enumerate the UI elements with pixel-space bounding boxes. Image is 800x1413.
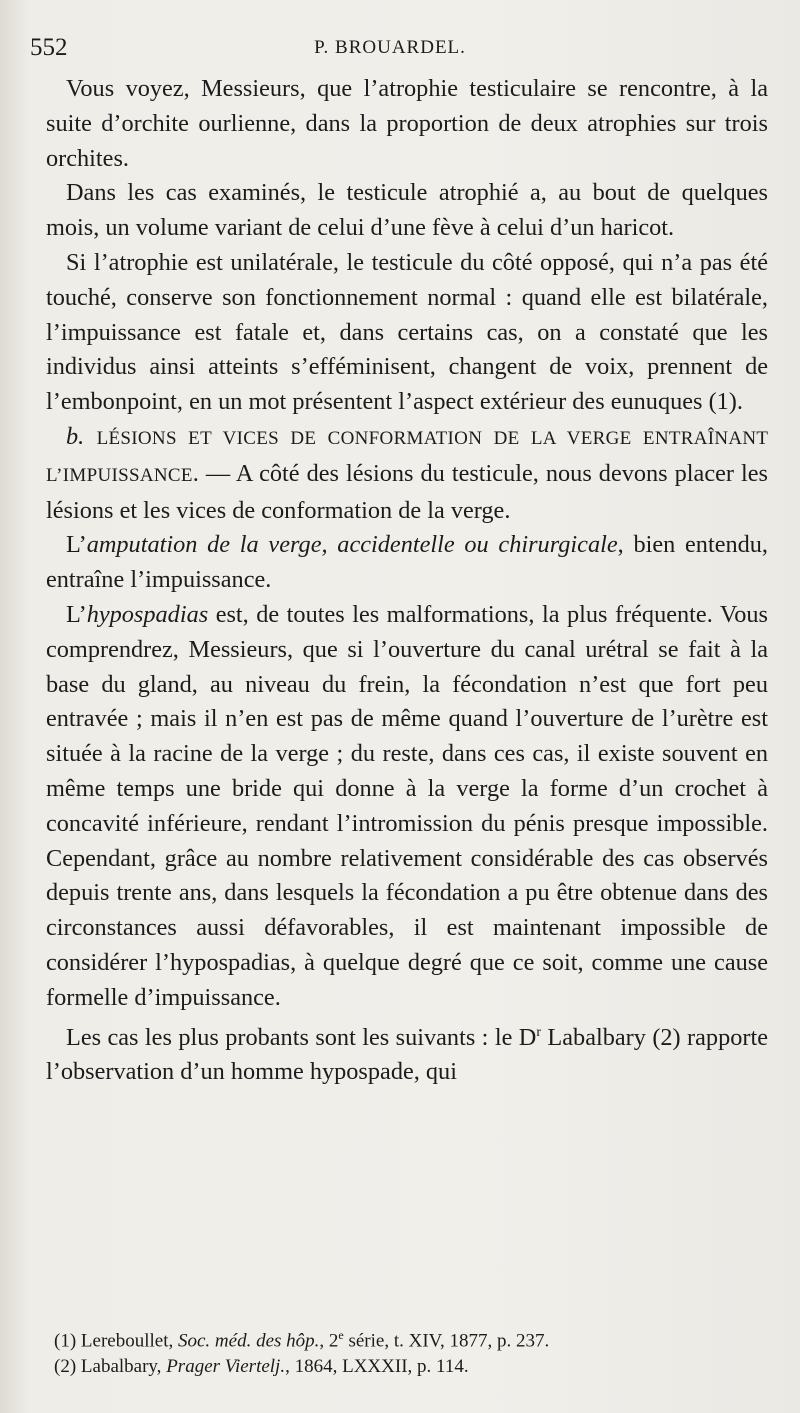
paragraph-amputation: L’amputation de la verge, accidentelle ou chirurgicale, bien entendu, entraîne l’impuissance. xyxy=(46,531,769,594)
section-heading: LÉSIONS ET VICES DE CONFORMATION DE LA VERGE ENTRAÎNANT L’IMPUISSANCE xyxy=(46,427,768,486)
body-text xyxy=(46,72,768,1090)
amputation-term: amputation de la verge, accidentelle ou chirurgicale xyxy=(86,531,618,559)
page-number: 552 xyxy=(30,34,68,61)
paragraph-hypospadias: L’hypospadias est, de toutes les malformations, la plus fréquente. Vous comprendrez, Messieurs, que si l’ouverture du canal urétral se fait à la base du gland, au niveau du frein, la fécondation n’est que fort peu entravée ; mais il n’en est pas de même quand l’ouverture de l’urètre est située à la racine de la verge ; du reste, dans ces cas, il existe souvent en même temps une bride qui donne à la verge la forme d’un crochet à concavité inférieure, rendant l’intromission du pénis presque impossible. Cependant, grâce au nombre relativement considérable des cas observés depuis trente ans, dans lesquels la fécondation a pu être obtenue dans des circonstances aussi défavorables, il est maintenant impossible de considérer l’hypospadias, à quelque degré que ce soit, comme une cause formelle d’impuissance. xyxy=(46,600,768,1011)
paragraph-atrophied-volume: Dans les cas examinés, le testicule atrophié a, au bout de quelques mois, un volume variant de celui d’une fève à celui d’un haricot. xyxy=(46,179,768,242)
section-text: . — A côté des lésions du testicule, nous devons placer les lésions et les vices de conformation de la verge. xyxy=(46,459,768,524)
running-head: P. BROUARDEL. xyxy=(314,37,466,58)
paragraph-probant-cases: Les cas les plus probants sont les suivants : le $D^r$ Labalbary (2) rapporte l’observation d’un homme hypospade, qui xyxy=(46,1023,769,1086)
paragraph-bilateral-impotence: Si l’atrophie est unilatérale, le testicule du côté opposé, qui n’a pas été touché, conserve son fonctionnement normal : quand elle est bilatérale, l’impuissance est fatale et, dans certains cas, on a constaté que les individus ainsi atteints s’efféminisent, changent de voix, prennent de l’embonpoint, en un mot présentent l’aspect extérieur des eunuques (1). xyxy=(46,248,768,416)
paragraph-penile-lesions xyxy=(46,420,768,528)
section-letter: b. xyxy=(66,422,85,450)
footnote-1: (1) Lereboullet, Soc. méd. des hôp., 2e série, t. XIV, 1877, p. 237. xyxy=(54,1328,550,1352)
footnote-2: (2) Labalbary, Prager Viertelj., 1864, LXXXII, p. 114. xyxy=(54,1356,469,1378)
hypospadias-term: hypospadias xyxy=(86,600,209,628)
footnotes xyxy=(54,1322,768,1380)
paragraph-atrophy-proportion: Vous voyez, Messieurs, que l’atrophie testiculaire se rencontre, à la suite d’orchite ourlienne, dans la proportion de deux atrophies sur trois orchites. xyxy=(46,75,768,172)
page-header xyxy=(30,34,750,64)
